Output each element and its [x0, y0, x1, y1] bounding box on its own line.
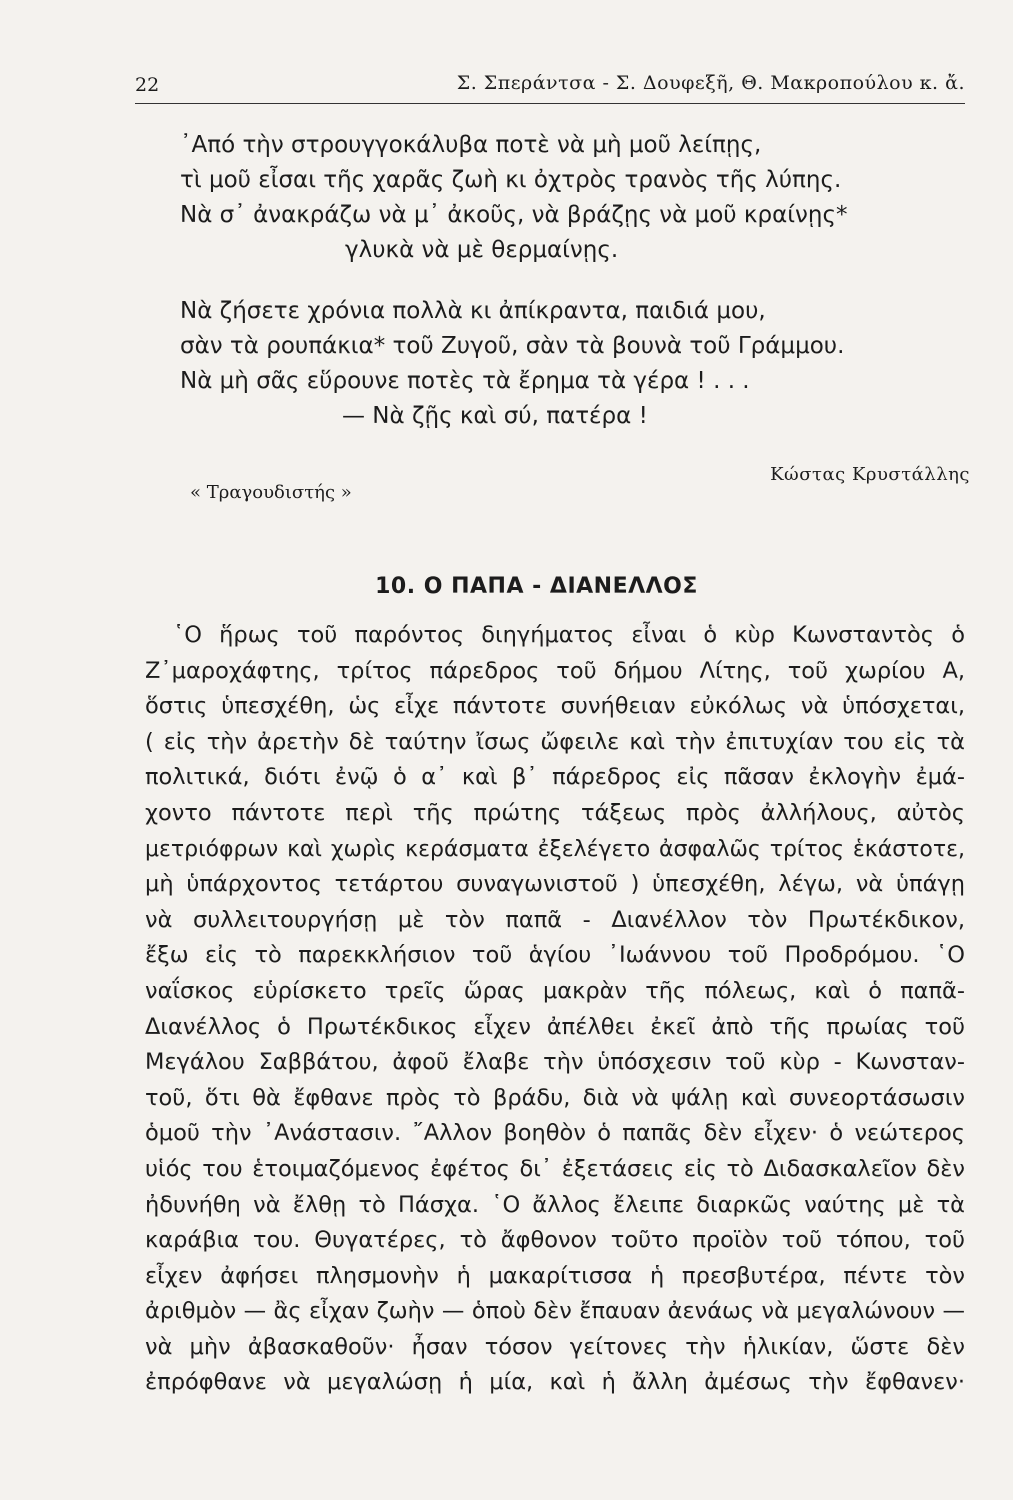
stanza-gap [180, 268, 970, 294]
prose-line: χοντο πάντοτε περὶ τῆς πρώτης τάξεως πρὸς ἀλλήλους, αὐτὸς [145, 799, 965, 826]
prose-line: ἐπρόφθανε νὰ μεγαλώσῃ ἡ μία, καὶ ἡ ἄλλη ἀμέσως τὴν ἔφθανεν· [145, 1369, 965, 1396]
page-number: 22 [135, 74, 160, 96]
prose-line: ἀριθμὸν — ἂς εἶχαν ζωὴν — ὁποὺ δὲν ἔπαυαν ἀενάως νὰ μεγαλώνουν — [145, 1298, 965, 1325]
prose-line: Μεγάλου Σαββάτου, ἀφοῦ ἔλαβε τὴν ὑπόσχεσιν τοῦ κὺρ - Κωνσταν- [145, 1049, 965, 1076]
prose-line: ὁμοῦ τὴν ᾿Ανάστασιν. ῎Αλλον βοηθὸν ὁ παπᾶς δὲν εἶχεν· ὁ νεώτερος [145, 1120, 965, 1147]
poem-line: Νὰ σ᾿ ἀνακράζω νὰ μ᾿ ἀκοῦς, νὰ βράζῃς νὰ μοῦ κραίνῃς* [180, 202, 848, 228]
prose-body [145, 618, 965, 1401]
prose-line: ῾Ο ἥρως τοῦ παρόντος διηγήματος εἶναι ὁ κὺρ Κωνσταντὸς ὁ [173, 622, 965, 648]
prose-line: εἶχεν ἀφήσει πλησμονὴν ἡ μακαρίτισσα ἡ πρεσβυτέρα, πέντε τὸν [145, 1262, 965, 1289]
prose-line: Διανέλλος ὁ Πρωτέκδικος εἶχεν ἀπέλθει ἐκεῖ ἀπὸ τῆς πρωίας τοῦ [145, 1013, 965, 1040]
poem-source: « Τραγουδιστής » [190, 482, 352, 503]
prose-line: ἔξω εἰς τὸ παρεκκλήσιον τοῦ ἁγίου ᾿Ιωάννου τοῦ Προδρόμου. ῾Ο [145, 942, 965, 969]
prose-line: ἠδυνήθη νὰ ἔλθῃ τὸ Πάσχα. ῾Ο ἄλλος ἔλειπε διαρκῶς ναύτης μὲ τὰ [145, 1191, 965, 1218]
prose-line: πολιτικά, διότι ἐνῷ ὁ α᾿ καὶ β᾿ πάρεδρος εἰς πᾶσαν ἐκλογὴν ἐμά- [145, 764, 965, 791]
prose-line: νὰ μὴν ἀβασκαθοῦν· ἦσαν τόσον γείτονες τὴν ἡλικίαν, ὥστε δὲν [145, 1333, 965, 1360]
attribution [190, 464, 970, 504]
prose-line: μὴ ὑπάρχοντος τετάρτου συναγωνιστοῦ ) ὑπεσχέθη, λέγω, νὰ ὑπάγῃ [145, 871, 965, 898]
poem-line: ᾿Από τὴν στρουγγοκάλυβα ποτὲ νὰ μὴ μοῦ λείπῃς, [180, 132, 762, 158]
page-header [135, 68, 965, 98]
prose-line: μετριόφρων καὶ χωρὶς κεράσματα ἐξελέγετο ἀσφαλῶς τρίτος ἑκάστοτε, [145, 836, 965, 862]
prose-line: νὰ συλλειτουργήσῃ μὲ τὸν παπᾶ - Διανέλλον τὸν Πρωτέκδικον, [145, 906, 965, 933]
poem [180, 128, 970, 434]
prose-line: ναΐσκος εὑρίσκετο τρεῖς ὥρας μακρὰν τῆς πόλεως, καὶ ὁ παπᾶ- [145, 977, 965, 1004]
poem-line: — Νὰ ζῇς καὶ σύ, πατέρα ! [342, 403, 648, 429]
prose-line: τοῦ, ὅτι θὰ ἔφθανε πρὸς τὸ βράδυ, διὰ νὰ ψάλῃ καὶ συνεορτάσωσιν [145, 1084, 965, 1111]
poem-author: Κώστας Κρυστάλλης [770, 464, 970, 485]
poem-line: γλυκὰ νὰ μὲ θερμαίνῃς. [345, 237, 619, 263]
prose-line: καράβια του. Θυγατέρες, τὸ ἄφθονον τοῦτο προϊὸν τοῦ τόπου, τοῦ [145, 1227, 965, 1254]
prose-line: υἱός του ἑτοιμαζόμενος ἐφέτος δι᾿ ἐξετάσεις εἰς τὸ Διδασκαλεῖον δὲν [145, 1155, 965, 1182]
header-rule [135, 103, 965, 104]
poem-line: σὰν τὰ ρουπάκια* τοῦ Ζυγοῦ, σὰν τὰ βουνὰ τοῦ Γράμμου. [180, 333, 845, 359]
prose-line: ( εἰς τὴν ἀρετὴν δὲ ταύτην ἴσως ὤφειλε καὶ τὴν ἐπιτυχίαν του εἰς τὰ [145, 728, 965, 755]
poem-line: Νὰ ζήσετε χρόνια πολλὰ κι ἀπίκραντα, παιδιά μου, [180, 298, 766, 324]
poem-line: Νὰ μὴ σᾶς εὕρουνε ποτὲς τὰ ἔρημα τὰ γέρα ! . . . [180, 368, 750, 394]
running-head: Σ. Σπεράντσα - Σ. Δουφεξῆ, Θ. Μακροπούλου κ. ἄ. [456, 72, 965, 94]
poem-line: τὶ μοῦ εἶσαι τῆς χαρᾶς ζωὴ κι ὀχτρὸς τρανὸς τῆς λύπης. [180, 167, 842, 193]
prose-line: Ζ᾿μαροχάφτης, τρίτος πάρεδρος τοῦ δήμου Λίτης, τοῦ χωρίου Α, [145, 657, 965, 684]
chapter-title: 10. Ο ΠΑΠΑ - ΔΙΑΝΕΛΛΟΣ [375, 574, 698, 599]
prose-line: ὅστις ὑπεσχέθη, ὡς εἶχε πάντοτε συνήθειαν εὐκόλως νὰ ὑπόσχεται, [145, 693, 965, 720]
